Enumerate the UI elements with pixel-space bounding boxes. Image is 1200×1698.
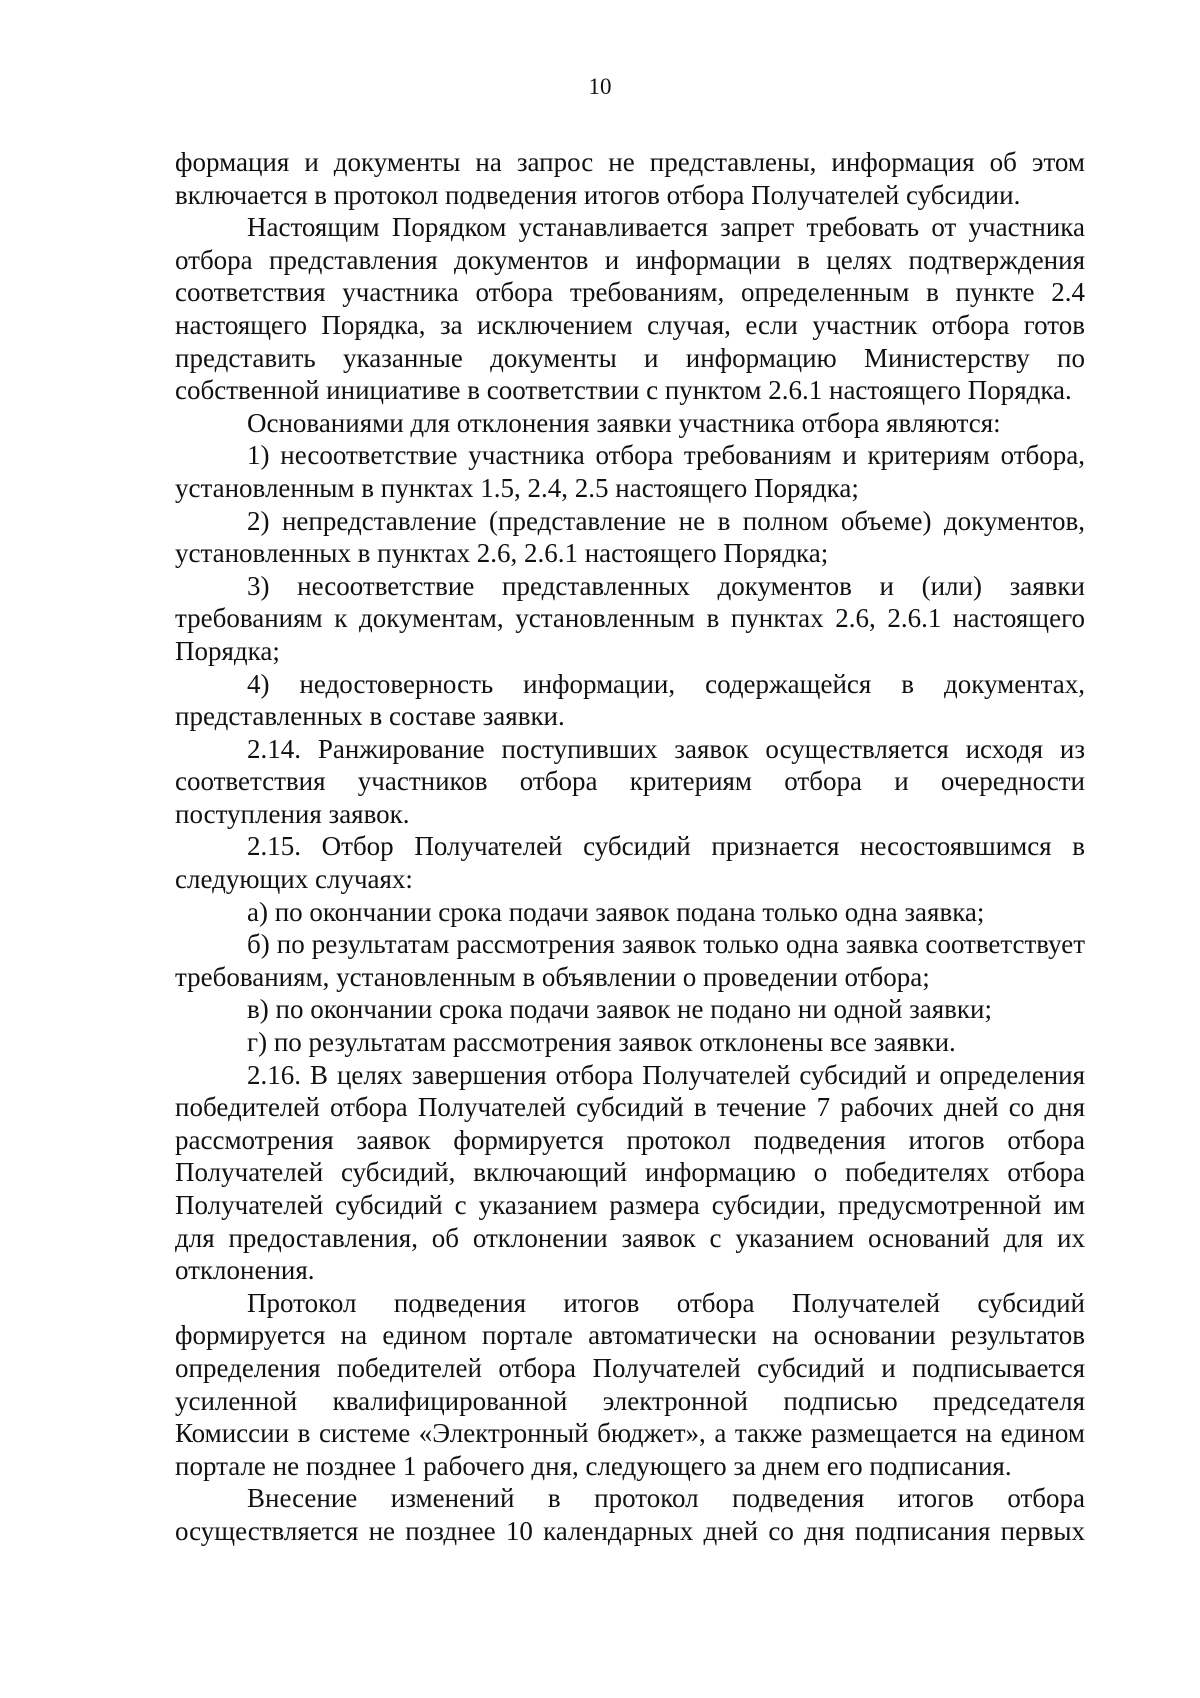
section-2-16: 2.16. В целях завершения отбора Получателей субсидий и определения победителей отбора Получателей субсидий в течение 7 рабочих дней со дня рассмотрения заявок формируется протокол подведения итогов отбора Получателей субсидий, включающий информацию о победителях отбора Получателей субсидий с указанием размера субсидии, предусмотренной им для предоставления, об отклонении заявок с указанием оснований для их отклонения. <box>175 1059 1085 1286</box>
list-item-failed-b: б) по результатам рассмотрения заявок только одна заявка соответствует требованиям, установленным в объявлении о проведении отбора; <box>175 929 1085 992</box>
section-2-15: 2.15. Отбор Получателей субсидий признается несостоявшимся в следующих случаях: <box>175 831 1085 895</box>
list-item-rejection-1: 1) несоответствие участника отбора требованиям и критериям отбора, установленным в пунктах 1.5, 2.4, 2.5 настоящего Порядка; <box>175 440 1085 503</box>
list-item-rejection-2: 2) непредставление (представление не в полном объеме) документов, установленных в пунктах 2.6, 2.6.1 настоящего Порядка; <box>175 505 1085 569</box>
list-item-rejection-4: 4) недостоверность информации, содержащейся в документах, представленных в составе заявки. <box>175 668 1085 732</box>
paragraph-protocol: Протокол подведения итогов отбора Получателей субсидий формируется на едином портале автоматически на основании результатов определения победителей отбора Получателей субсидий и подписывается усиленной квалифицированной электронной подписью председателя Комиссии в системе «Электронный бюджет», а также размещается на едином портале не позднее 1 рабочего дня, следующего за днем его подписания. <box>175 1287 1085 1481</box>
list-item-failed-v: в) по окончании срока подачи заявок не подано ни одной заявки; <box>247 994 992 1025</box>
paragraph-rejection-grounds-intro: Основаниями для отклонения заявки участника отбора являются: <box>247 407 1001 438</box>
list-item-rejection-3: 3) несоответствие представленных документов и (или) заявки требованиям к документам, установленным в пунктах 2.6, 2.6.1 настоящего Порядка; <box>175 570 1085 666</box>
list-item-failed-a: а) по окончании срока подачи заявок подана только одна заявка; <box>247 896 985 927</box>
paragraph-protocol-changes: Внесение изменений в протокол подведения итогов отбора осуществляется не позднее 10 календарных дней со дня подписания первых <box>175 1483 1085 1546</box>
paragraph-prohibition: Настоящим Порядком устанавливается запрет требовать от участника отбора представления документов и информации в целях подтверждения соответствия участника отбора требованиям, определенным в пункте 2.4 настоящего Порядка, за исключением случая, если участник отбора готов представить указанные документы и информацию Министерству по собственной инициативе в соответствии с пунктом 2.6.1 настоящего Порядка. <box>175 212 1085 406</box>
document-body <box>175 146 1085 1548</box>
paragraph-continuation: формация и документы на запрос не представлены, информация об этом включается в протокол подведения итогов отбора Получателей субсидии. <box>175 147 1085 210</box>
list-item-failed-g: г) по результатам рассмотрения заявок отклонены все заявки. <box>247 1027 956 1058</box>
section-2-14: 2.14. Ранжирование поступивших заявок осуществляется исходя из соответствия участников отбора критериям отбора и очередности поступления заявок. <box>175 733 1085 829</box>
page-number: 10 <box>588 74 612 99</box>
